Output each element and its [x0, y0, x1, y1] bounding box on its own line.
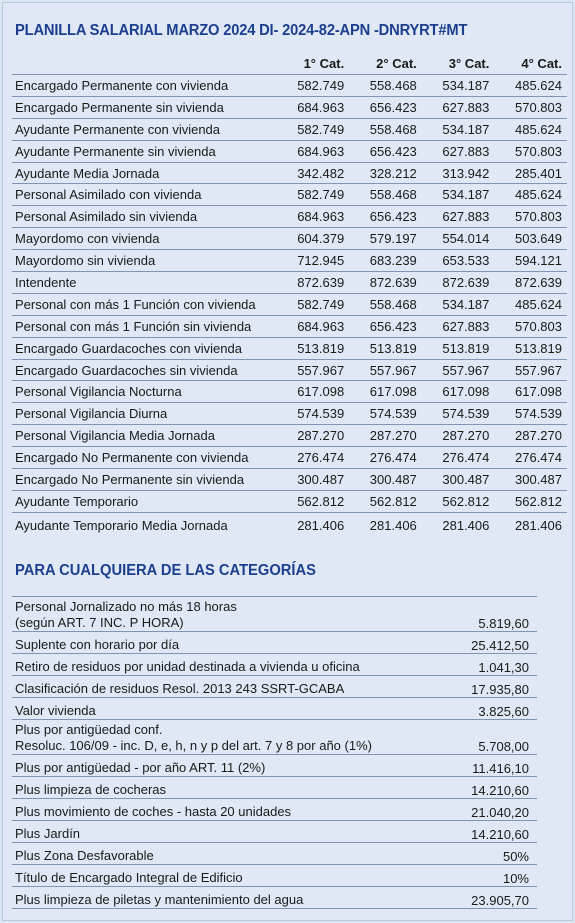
table-row	[12, 447, 567, 469]
salary-cell: 574.539	[349, 403, 422, 425]
salary-cell: 300.487	[494, 469, 567, 491]
salary-cell: 287.270	[422, 425, 495, 447]
role-cell: Personal con más 1 Función con vivienda	[12, 293, 277, 315]
salary-cell: 627.883	[422, 96, 495, 118]
role-cell: Mayordomo sin vivienda	[12, 250, 277, 272]
salary-cell: 554.014	[422, 228, 495, 250]
item-label: Plus limpieza de cocheras	[15, 782, 167, 797]
table-row	[12, 162, 567, 184]
salary-cell: 534.187	[422, 75, 495, 97]
item-value: 14.210,60	[396, 821, 537, 843]
salary-cell: 574.539	[422, 403, 495, 425]
salary-cell: 485.624	[494, 184, 567, 206]
salary-cell: 276.474	[422, 447, 495, 469]
salary-cell: 300.487	[349, 469, 422, 491]
list-item	[12, 887, 537, 909]
role-cell: Mayordomo con vivienda	[12, 228, 277, 250]
salary-cell: 328.212	[349, 162, 422, 184]
salary-cell: 570.803	[494, 140, 567, 162]
salary-cell: 872.639	[277, 272, 350, 294]
table-row	[12, 206, 567, 228]
table-header-row	[12, 53, 567, 75]
salary-cell: 300.487	[277, 469, 350, 491]
salary-cell: 313.942	[422, 162, 495, 184]
item-label: Plus movimiento de coches - hasta 20 unidades	[15, 804, 292, 819]
salary-cell: 656.423	[349, 206, 422, 228]
salary-cell: 617.098	[277, 381, 350, 403]
salary-cell: 656.423	[349, 315, 422, 337]
column-header: 2° Cat.	[349, 53, 422, 75]
item-value: 5.819,60	[396, 597, 537, 632]
salary-cell: 604.379	[277, 228, 350, 250]
item-value: 25.412,50	[396, 632, 537, 654]
salary-cell: 627.883	[422, 315, 495, 337]
item-label: Retiro de residuos por unidad destinada a vivienda u oficina	[15, 659, 360, 674]
list-item	[12, 632, 537, 654]
salary-cell: 574.539	[494, 403, 567, 425]
salary-cell: 558.468	[349, 118, 422, 140]
table-row	[12, 512, 567, 539]
list-item	[12, 654, 537, 676]
table-row	[12, 490, 567, 512]
role-cell: Personal Asimilado con vivienda	[12, 184, 277, 206]
section-title: PARA CUALQUIERA DE LAS CATEGORÍAS	[15, 562, 316, 579]
salary-cell: 287.270	[277, 425, 350, 447]
role-cell: Ayudante Permanente sin vivienda	[12, 140, 277, 162]
salary-cell: 562.812	[422, 490, 495, 512]
item-label: Plus limpieza de piletas y mantenimiento del agua	[15, 892, 304, 907]
table-row	[12, 118, 567, 140]
salary-cell: 617.098	[349, 381, 422, 403]
item-value: 10%	[396, 865, 537, 887]
salary-cell: 558.468	[349, 75, 422, 97]
salary-cell: 287.270	[349, 425, 422, 447]
item-label-cell	[12, 843, 396, 865]
item-label: Suplente con horario por día	[15, 637, 180, 652]
salary-cell: 562.812	[349, 490, 422, 512]
salary-cell: 872.639	[422, 272, 495, 294]
table-row	[12, 403, 567, 425]
salary-cell: 872.639	[494, 272, 567, 294]
salary-cell: 513.819	[422, 337, 495, 359]
list-item	[12, 676, 537, 698]
salary-cell: 562.812	[277, 490, 350, 512]
item-label: Plus Jardín	[15, 826, 81, 841]
salary-cell: 557.967	[349, 359, 422, 381]
salary-cell: 281.406	[297, 518, 345, 534]
salary-cell: 287.270	[494, 425, 567, 447]
salary-cell: 534.187	[422, 293, 495, 315]
salary-cell: 281.406	[442, 518, 490, 534]
item-label-cell	[12, 865, 396, 887]
salary-cell: 557.967	[422, 359, 495, 381]
salary-cell: 684.963	[277, 96, 350, 118]
list-item	[12, 777, 537, 799]
item-value: 50%	[396, 843, 537, 865]
item-label-detail: (según ART. 7 INC. P HORA)	[15, 615, 184, 630]
role-cell: Encargado Guardacoches sin vivienda	[12, 359, 277, 381]
item-label-cell	[12, 654, 396, 676]
salary-cell: 627.883	[422, 140, 495, 162]
salary-cell: 683.239	[349, 250, 422, 272]
list-item	[12, 698, 537, 720]
salary-cell: 534.187	[422, 118, 495, 140]
item-label: Plus por antigüedad conf.	[15, 722, 163, 737]
salary-cell: 582.749	[277, 75, 350, 97]
item-label: Valor vivienda	[15, 703, 96, 718]
salary-cell: 485.624	[494, 118, 567, 140]
salary-cell: 503.649	[494, 228, 567, 250]
salary-cell: 872.639	[349, 272, 422, 294]
item-label-cell	[12, 676, 396, 698]
role-cell: Ayudante Permanente con vivienda	[12, 118, 277, 140]
item-value: 3.825,60	[396, 698, 537, 720]
salary-cell: 653.533	[422, 250, 495, 272]
role-cell: Personal Vigilancia Diurna	[12, 403, 277, 425]
salary-cell: 513.819	[494, 337, 567, 359]
role-cell: Ayudante Temporario	[12, 490, 277, 512]
salary-cell: 570.803	[494, 206, 567, 228]
item-label-cell	[12, 777, 396, 799]
role-cell: Personal con más 1 Función sin vivienda	[12, 315, 277, 337]
item-label-cell	[12, 887, 396, 909]
item-label: Plus Zona Desfavorable	[15, 848, 154, 863]
salary-cell: 570.803	[494, 315, 567, 337]
item-value: 21.040,20	[396, 799, 537, 821]
salary-cell: 300.487	[422, 469, 495, 491]
table-row	[12, 381, 567, 403]
role-cell: Personal Vigilancia Media Jornada	[12, 425, 277, 447]
role-cell: Encargado No Permanente con vivienda	[12, 447, 277, 469]
item-label: Clasificación de residuos Resol. 2013 243 SSRT-GCABA	[15, 681, 345, 696]
salary-cell: 558.468	[349, 293, 422, 315]
item-label: Título de Encargado Integral de Edificio	[15, 870, 243, 885]
table-row	[12, 250, 567, 272]
item-label-cell	[12, 799, 396, 821]
table-row	[12, 75, 567, 97]
role-cell: Encargado Permanente con vivienda	[12, 75, 277, 97]
item-value: 17.935,80	[396, 676, 537, 698]
salary-cell: 570.803	[494, 96, 567, 118]
table-row	[12, 228, 567, 250]
salary-table	[12, 53, 567, 539]
salary-cell: 656.423	[349, 96, 422, 118]
salary-cell: 627.883	[422, 206, 495, 228]
column-header: 4° Cat.	[494, 53, 567, 75]
salary-cell: 557.967	[277, 359, 350, 381]
column-header: 3° Cat.	[422, 53, 495, 75]
role-cell: Encargado Guardacoches con vivienda	[12, 337, 277, 359]
salary-cell: 582.749	[277, 118, 350, 140]
item-label-cell	[12, 821, 396, 843]
extras-table	[12, 596, 537, 909]
role-cell: Personal Asimilado sin vivienda	[12, 206, 277, 228]
item-value: 11.416,10	[396, 755, 537, 777]
role-cell: Encargado No Permanente sin vivienda	[12, 469, 277, 491]
role-cell: Ayudante Media Jornada	[12, 162, 277, 184]
table-row	[12, 293, 567, 315]
salary-cell: 684.963	[277, 140, 350, 162]
column-header: 1° Cat.	[277, 53, 350, 75]
salary-cell: 684.963	[277, 315, 350, 337]
salary-cell: 342.482	[277, 162, 350, 184]
item-label-cell	[12, 755, 396, 777]
item-label-cell	[12, 632, 396, 654]
salary-cell: 285.401	[494, 162, 567, 184]
salary-cell: 485.624	[494, 75, 567, 97]
table-row	[12, 184, 567, 206]
item-label-cell	[12, 597, 396, 632]
salary-cell: 712.945	[277, 250, 350, 272]
table-row	[12, 359, 567, 381]
item-value: 23.905,70	[396, 887, 537, 909]
salary-cell: 485.624	[494, 293, 567, 315]
salary-cell: 617.098	[422, 381, 495, 403]
table-row	[12, 425, 567, 447]
salary-cell: 582.749	[277, 293, 350, 315]
salary-cell: 534.187	[422, 184, 495, 206]
table-row	[12, 469, 567, 491]
item-value: 14.210,60	[396, 777, 537, 799]
table-row	[12, 315, 567, 337]
item-value: 1.041,30	[396, 654, 537, 676]
salary-cell: 513.819	[277, 337, 350, 359]
salary-cell: 684.963	[277, 206, 350, 228]
role-cell: Encargado Permanente sin vivienda	[12, 96, 277, 118]
salary-cell: 513.819	[349, 337, 422, 359]
item-label-cell	[12, 720, 396, 755]
list-item	[12, 755, 537, 777]
salary-cell: 582.749	[277, 184, 350, 206]
list-item	[12, 865, 537, 887]
salary-cell: 562.812	[494, 490, 567, 512]
salary-cell: 276.474	[494, 447, 567, 469]
salary-cell: 617.098	[494, 381, 567, 403]
item-label: Plus por antigüedad - por año ART. 11 (2%)	[15, 760, 266, 775]
list-item	[12, 799, 537, 821]
salary-cell: 557.967	[494, 359, 567, 381]
role-cell: Personal Vigilancia Nocturna	[12, 381, 277, 403]
item-label-cell	[12, 698, 396, 720]
salary-cell: 281.406	[369, 518, 417, 534]
salary-cell: 594.121	[494, 250, 567, 272]
role-cell: Intendente	[12, 272, 277, 294]
page-title: PLANILLA SALARIAL MARZO 2024 DI- 2024-82-APN -DNRYRT#MT	[15, 22, 468, 39]
salary-cell: 558.468	[349, 184, 422, 206]
salary-cell: 281.406	[515, 518, 562, 534]
salary-cell: 574.539	[277, 403, 350, 425]
table-row	[12, 337, 567, 359]
list-item	[12, 597, 537, 632]
salary-cell: 276.474	[277, 447, 350, 469]
item-value: 5.708,00	[396, 720, 537, 755]
list-item	[12, 720, 537, 755]
salary-cell: 276.474	[349, 447, 422, 469]
salary-cell: 579.197	[349, 228, 422, 250]
salary-cell: 656.423	[349, 140, 422, 162]
table-row	[12, 140, 567, 162]
column-header-role	[12, 53, 277, 75]
table-row	[12, 272, 567, 294]
list-item	[12, 843, 537, 865]
item-label-detail: Resoluc. 106/09 - inc. D, e, h, n y p del art. 7 y 8 por año (1%)	[15, 738, 372, 753]
list-item	[12, 821, 537, 843]
table-row	[12, 96, 567, 118]
item-label: Personal Jornalizado no más 18 horas	[15, 599, 237, 614]
role-cell: Ayudante Temporario Media Jornada	[15, 518, 228, 534]
